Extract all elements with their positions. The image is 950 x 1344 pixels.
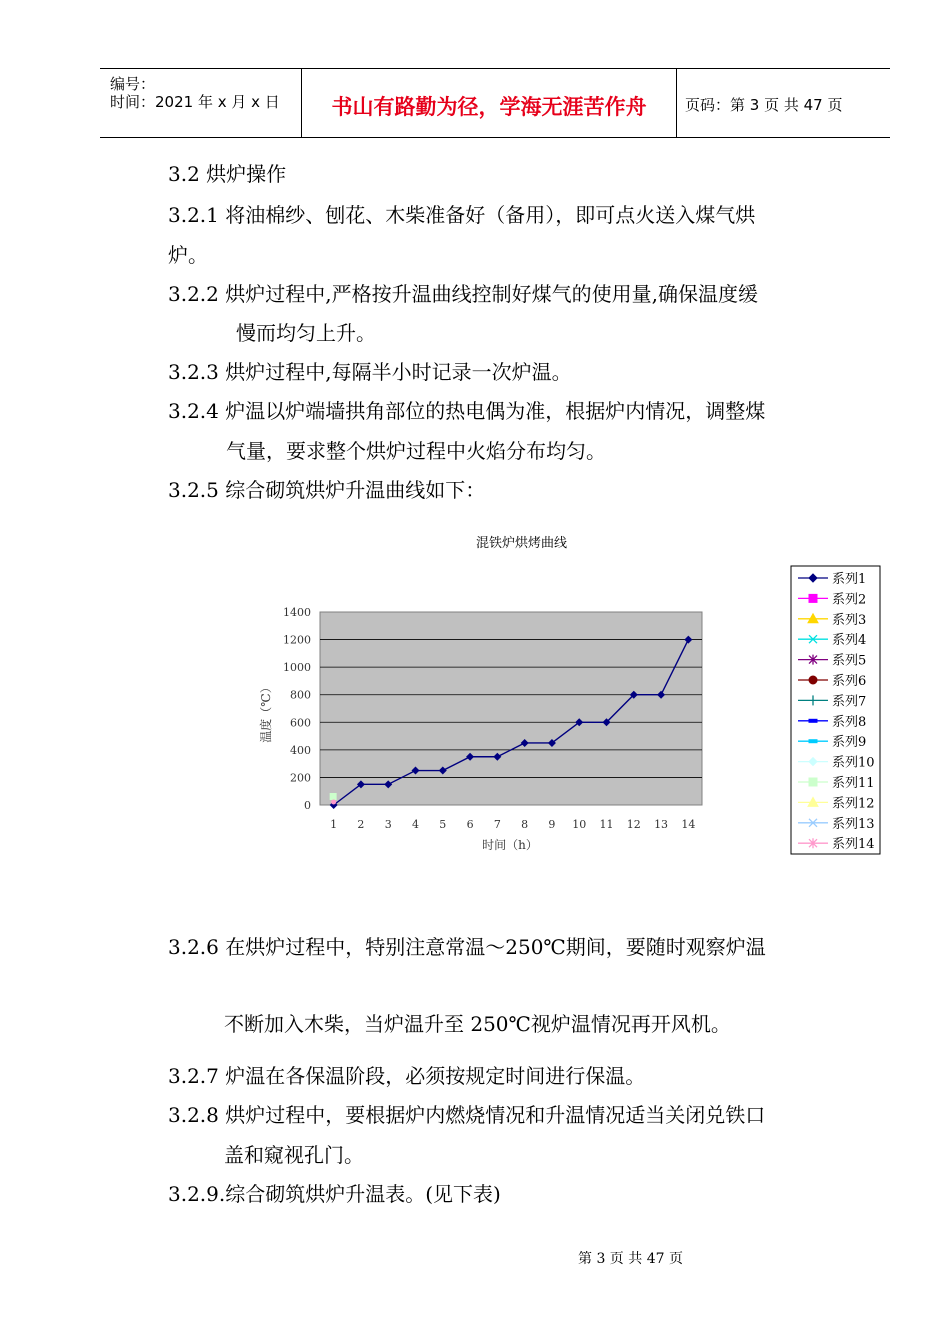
legend-label: 系列9 xyxy=(832,735,867,751)
para-text: 在烘炉过程中，特别注意常温～250℃期间，要随时观察炉温 xyxy=(225,935,766,959)
y-tick-label: 1000 xyxy=(283,661,311,675)
legend-marker xyxy=(809,778,817,786)
para-num: 3.2.8 xyxy=(168,1103,219,1127)
para-num: 3.2.7 xyxy=(168,1064,219,1088)
para-3-2-9 xyxy=(168,1182,501,1206)
legend-label: 系列2 xyxy=(832,592,867,608)
para-text: 综合砌筑烘炉升温表。(见下表) xyxy=(225,1182,501,1206)
x-tick-label: 13 xyxy=(654,818,669,831)
y-tick-label: 1400 xyxy=(283,606,311,619)
page-info: 页码：第 3 页 共 47 页 xyxy=(685,96,843,114)
x-tick-label: 10 xyxy=(572,818,587,831)
para-3-2-6-cont xyxy=(224,1012,731,1036)
para-num: 3.2.2 xyxy=(168,282,219,306)
para-text: 炉温以炉端墙拱角部位的热电偶为准，根据炉内情况，调整煤 xyxy=(225,399,766,423)
motto-text: 书山有路勤为径，学海无涯苦作舟 xyxy=(331,95,647,119)
y-tick-label: 200 xyxy=(290,771,311,785)
x-tick-label: 6 xyxy=(466,818,474,831)
y-axis-ticks xyxy=(283,606,311,812)
para-text: 盖和窥视孔门。 xyxy=(224,1143,364,1167)
para-num: 3.2.3 xyxy=(168,360,219,384)
x-tick-label: 3 xyxy=(384,818,392,831)
para-text: 综合砌筑烘炉升温曲线如下： xyxy=(225,478,486,502)
x-tick-label: 11 xyxy=(599,818,614,831)
legend-label: 系列12 xyxy=(832,796,875,812)
x-tick-label: 8 xyxy=(521,818,529,831)
x-tick-label: 4 xyxy=(412,818,419,831)
y-tick-label: 800 xyxy=(290,688,311,702)
legend-marker xyxy=(809,594,817,602)
para-num: 3.2.1 xyxy=(168,203,219,227)
series-14-marker xyxy=(331,800,336,805)
para-num: 3.2.6 xyxy=(168,935,219,959)
para-3-2-6 xyxy=(168,935,766,959)
x-tick-label: 9 xyxy=(548,818,556,831)
chart-title: 混铁炉烘烤曲线 xyxy=(476,536,568,551)
legend-marker xyxy=(809,676,817,684)
x-tick-label: 5 xyxy=(439,818,447,831)
x-tick-label: 2 xyxy=(357,818,365,831)
y-tick-label: 1200 xyxy=(283,633,311,647)
para-3-2-8 xyxy=(168,1103,765,1127)
para-text: 烘炉操作 xyxy=(206,162,287,186)
plot-background xyxy=(320,612,702,805)
legend-marker xyxy=(809,740,817,743)
plot-area xyxy=(320,612,702,805)
series-11-marker xyxy=(330,793,337,800)
y-tick-label: 600 xyxy=(290,716,311,730)
legend-label: 系列4 xyxy=(832,633,867,649)
para-num: 3.2 xyxy=(168,162,200,186)
x-tick-label: 14 xyxy=(681,818,696,831)
para-text: 不断加入木柴，当炉温升至 250℃视炉温情况再开风机。 xyxy=(224,1012,731,1036)
para-text: 慢而均匀上升。 xyxy=(236,321,376,345)
legend-label: 系列8 xyxy=(832,714,867,730)
y-tick-label: 0 xyxy=(304,799,311,812)
x-axis-ticks xyxy=(330,818,695,831)
page-footer: 第 3 页 共 47 页 xyxy=(578,1251,683,1267)
para-text: 将油棉纱、刨花、木柴准备好（备用），即可点火送入煤气烘 xyxy=(225,203,756,227)
para-text: 气量，要求整个烘炉过程中火焰分布均匀。 xyxy=(226,439,606,463)
para-num: 3.2.9. xyxy=(168,1182,226,1206)
para-text: 烘炉过程中,严格按升温曲线控制好煤气的使用量,确保温度缓 xyxy=(225,282,758,306)
para-text: 炉。 xyxy=(168,243,208,267)
legend-label: 系列1 xyxy=(832,572,867,587)
para-num: 3.2.4 xyxy=(168,399,219,423)
para-3-2-8-cont xyxy=(224,1143,364,1167)
legend-label: 系列11 xyxy=(832,776,875,791)
legend-label: 系列13 xyxy=(832,816,875,832)
para-text: 烘炉过程中，要根据炉内燃烧情况和升温情况适当关闭兑铁口 xyxy=(225,1103,766,1127)
y-axis-label: 温度（℃） xyxy=(259,681,273,743)
para-text: 烘炉过程中,每隔半小时记录一次炉温。 xyxy=(225,360,572,384)
legend-label: 系列10 xyxy=(832,755,875,771)
y-tick-label: 400 xyxy=(290,743,311,757)
para-text: 炉温在各保温阶段，必须按规定时间进行保温。 xyxy=(225,1064,646,1088)
para-num: 3.2.5 xyxy=(168,478,219,502)
date-line: 时间：2021 年 x 月 x 日 xyxy=(110,93,280,111)
legend-label: 系列3 xyxy=(832,612,867,628)
legend-label: 系列6 xyxy=(832,674,867,689)
legend-label: 系列5 xyxy=(832,653,867,669)
chart-legend xyxy=(791,566,880,854)
x-tick-label: 12 xyxy=(626,818,641,831)
number-label: 编号： xyxy=(110,75,156,93)
legend-label: 系列14 xyxy=(832,837,875,853)
para-3-2-7 xyxy=(168,1064,645,1088)
x-axis-label: 时间（h） xyxy=(482,838,538,852)
legend-label: 系列7 xyxy=(832,694,867,710)
legend-marker xyxy=(809,719,817,722)
x-tick-label: 7 xyxy=(493,818,501,831)
x-tick-label: 1 xyxy=(330,818,338,831)
